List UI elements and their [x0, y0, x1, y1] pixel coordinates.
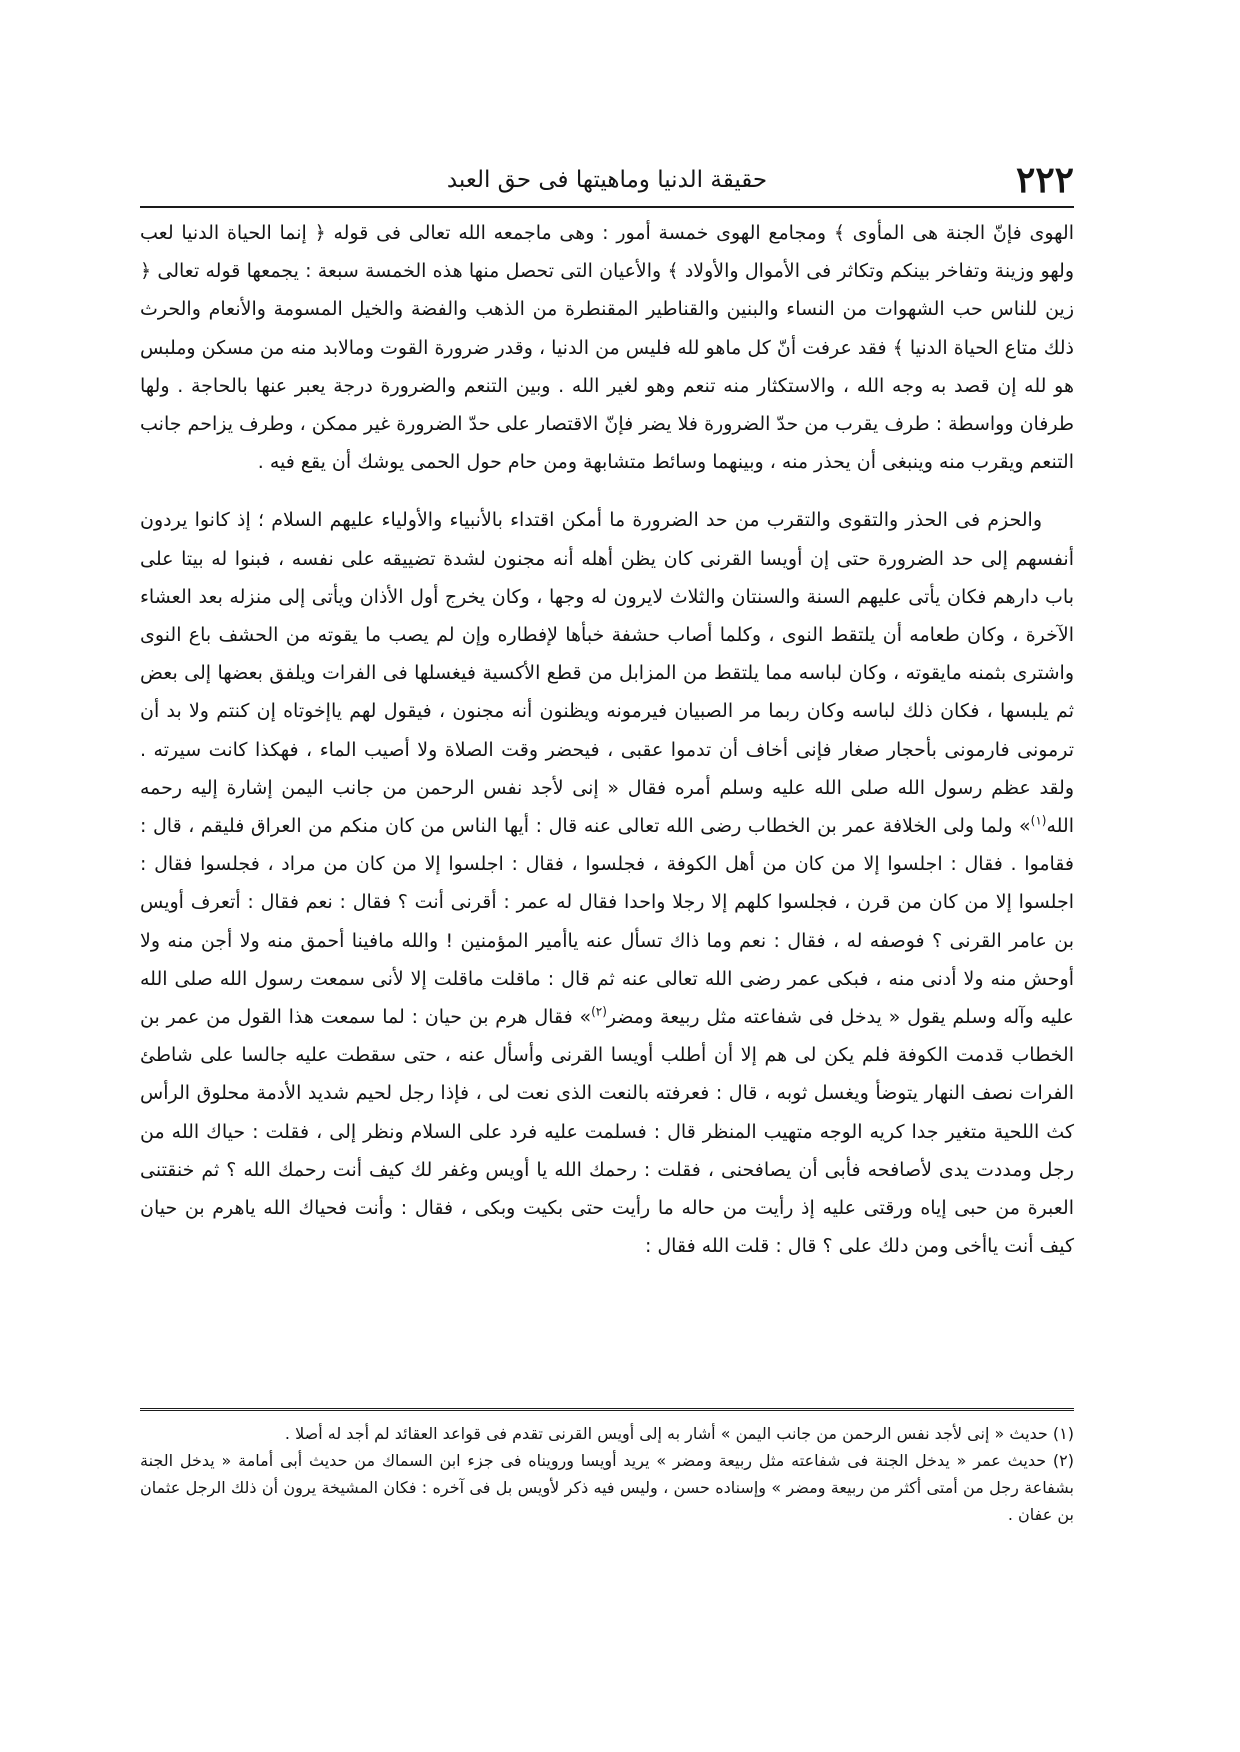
paragraph-1: الهوى فإنّ الجنة هى المأوى ﴾ ومجامع الهوى خمسة أمور : وهى ماجمعه الله تعالى فى قوله ﴿ إنما الحياة الدنيا لعب ولهو وزينة وتفاخر بينكم وتكاثر فى الأموال والأولاد ﴾ والأعيان التى تحصل منها هذه الخمسة سبعة : يجمعها قوله تعالى ﴿ زين للناس حب الشهوات من النساء والبنين والقناطير المقنطرة من الذهب والفضة والخيل المسومة والأنعام والحرث ذلك متاع الحياة الدنيا ﴾ فقد عرفت أنّ كل ماهو لله فليس من الدنيا ، وقدر ضرورة القوت ومالابد منه من مسكن وملبس هو لله إن قصد به وجه الله ، والاستكثار منه تنعم وهو لغير الله . وبين التنعم والضرورة درجة يعبر عنها بالحاجة . ولها طرفان وواسطة : طرف يقرب من حدّ الضرورة فلا يضر فإنّ الاقتصار على حدّ الضرورة غير ممكن ، وطرف يزاحم جانب التنعم ويقرب منه وينبغى أن يحذر منه ، وبينهما وسائط متشابهة ومن حام حول الحمى يوشك أن يقع فيه . — [140, 222, 1074, 474]
footnotes — [140, 1420, 1074, 1528]
header-rule — [140, 206, 1074, 208]
running-title: حقيقة الدنيا وماهيتها فى حق العبد — [446, 167, 768, 193]
footnote-1: (١) حديث « إنى لأجد نفس الرحمن من جانب اليمن » أشار به إلى أويس القرنى تقدم فى قواعد العقائد لم أجد له أصلا . — [284, 1424, 1074, 1443]
paragraph-2-part-c: » فقال هرم بن حيان : لما سمعت هذا القول من عمر بن الخطاب قدمت الكوفة فلم يكن لى هم إلا أن أطلب أويسا القرنى وأسأل عنه ، حتى سقطت عليه جالسا على شاطئ الفرات نصف النهار يتوضأ ويغسل ثوبه ، قال : فعرفته بالنعت الذى نعت لى ، فإذا رجل لحيم شديد الأدمة محلوق الرأس كث اللحية متغير جدا كريه الوجه متهيب المنظر قال : فسلمت عليه فرد على السلام ونظر إلى ، فقلت : حياك الله من رجل ومددت يدى لأصافحه فأبى أن يصافحنى ، فقلت : رحمك الله يا أويس وغفر لك كيف أنت رحمك الله ؟ ثم خنقتنى العبرة من حبى إياه ورقتى عليه إذ رأيت من حاله ما رأيت حتى بكيت وبكى ، فقال : وأنت فحياك الله ياهرم بن حيان كيف أنت ياأخى ومن دلك على ؟ قال : قلت الله فقال : — [140, 1006, 1074, 1258]
footnote-rule — [140, 1408, 1074, 1411]
footnote-ref-1[interactable]: (١) — [1030, 813, 1047, 828]
paragraph-2-part-b: » ولما ولى الخلافة عمر بن الخطاب رضى الله تعالى عنه قال : أيها الناس من كان منكم من العراق فليقم ، قال : فقاموا . فقال : اجلسوا إلا من كان من أهل الكوفة ، فجلسوا ، فقال : اجلسوا إلا من كان من مراد ، فجلسوا فقال : اجلسوا إلا من كان من قرن ، فجلسوا كلهم إلا رجلا واحدا فقال له عمر : أقرنى أنت ؟ فقال : نعم فقال : أتعرف أويس بن عامر القرنى ؟ فوصفه له ، فقال : نعم وما ذاك تسأل عنه ياأمير المؤمنين ! والله مافينا أحمق منه ولا أجن منه ولا أوحش منه ولا أدنى منه ، فبكى عمر رضى الله تعالى عنه ثم قال : ماقلت ماقلت إلا لأنى سمعت رسول الله صلى الله عليه وآله وسلم يقول « يدخل فى شفاعته مثل ربيعة ومضر — [140, 815, 1074, 1029]
main-text — [140, 214, 1074, 1265]
paragraph-2-part-a: والحزم فى الحذر والتقوى والتقرب من حد الضرورة ما أمكن اقتداء بالأنبياء والأولياء عليهم السلام ؛ إذ كانوا يردون أنفسهم إلى حد الضرورة حتى إن أويسا القرنى كان يظن أهله أنه مجنون لشدة تضييقه على نفسه ، فبنوا له بيتا على باب دارهم فكان يأتى عليهم السنة والسنتان والثلاث لايرون له وجها ، وكان يخرج أول الأذان ويأتى إلى منزله بعد العشاء الآخرة ، وكان طعامه أن يلتقط النوى ، وكلما أصاب حشفة خبأها لإفطاره وإن لم يصب ما يقوته من الحشف باع النوى واشترى بثمنه مايقوته ، وكان لباسه مما يلتقط من المزابل من قطع الأكسية فيغسلها فى الفرات ويلفق بعضها إلى بعض ثم يلبسها ، فكان ذلك لباسه وكان ربما مر الصبيان فيرمونه ويظنون أنه مجنون ، فيقول لهم ياإخوتاه إن كنتم ولا بد أن ترمونى فارمونى بأحجار صغار فإنى أخاف أن تدموا عقبى ، فيحضر وقت الصلاة ولا أصيب الماء ، فهكذا كانت سيرته . ولقد عظم رسول الله صلى الله عليه وسلم أمره فقال « إنى لأجد نفس الرحمن من جانب اليمن إشارة إليه رحمه الله — [140, 509, 1074, 838]
footnote-2: (٢) حديث عمر « يدخل الجنة فى شفاعته مثل ربيعة ومضر » يريد أويسا ورويناه فى جزء ابن السماك من حديث أبى أمامة « يدخل الجنة بشفاعة رجل من أمتى أكثر من ربيعة ومضر » وإسناده حسن ، وليس فيه ذكر لأويس بل فى آخره : فكان المشيخة يرون أن ذلك الرجل عثمان بن عفان . — [140, 1451, 1074, 1524]
page-number: ٢٢٢ — [1015, 159, 1074, 201]
footnote-ref-2[interactable]: (٢) — [591, 1004, 607, 1019]
paragraph-2 — [140, 501, 1074, 1265]
page-header — [140, 158, 1074, 204]
